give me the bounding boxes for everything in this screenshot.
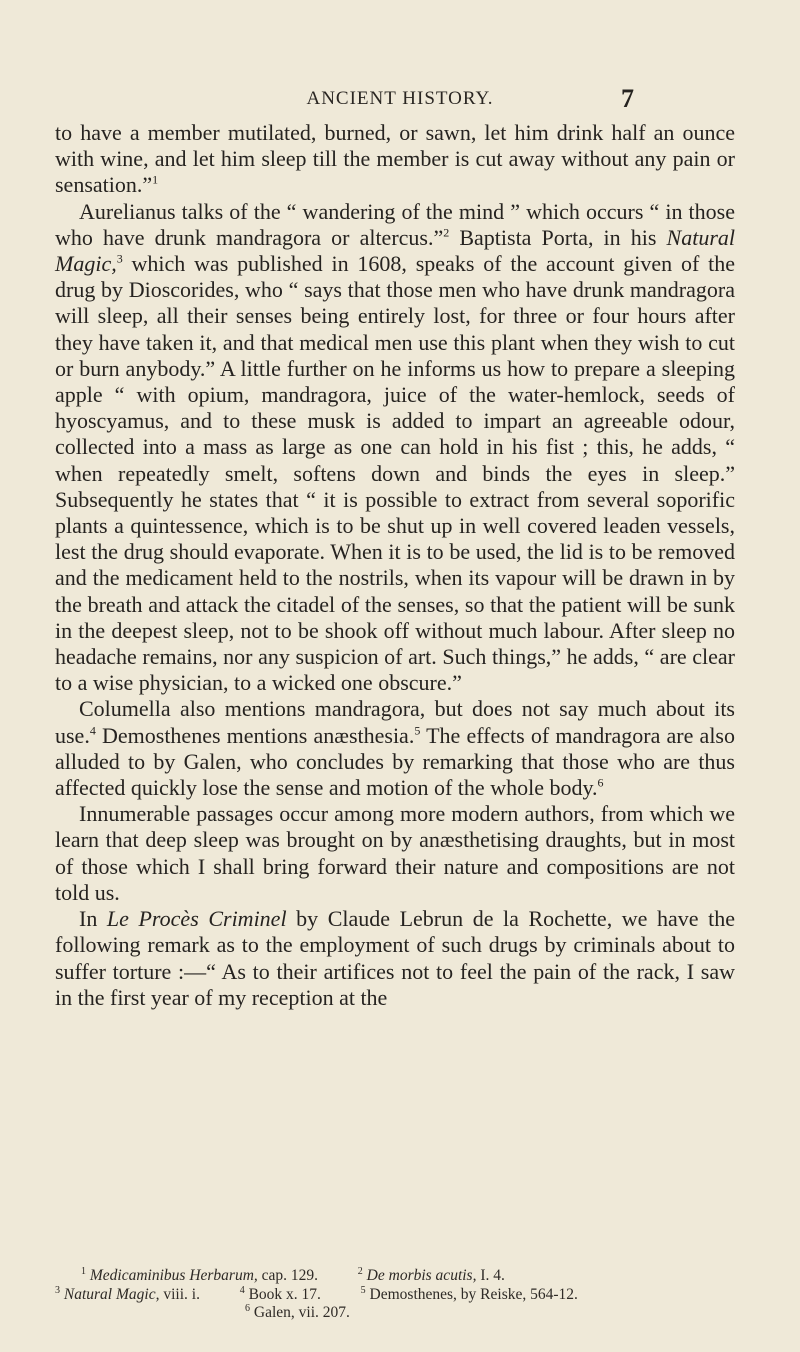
running-head: ANCIENT HISTORY.: [306, 88, 494, 109]
paragraph: [55, 801, 735, 906]
footnote-reference: 6: [597, 775, 604, 790]
footnote-ref: viii. i.: [159, 1285, 200, 1303]
footnote-ref: Galen, vii. 207.: [253, 1304, 350, 1321]
footnote-title: De morbis acutis,: [366, 1267, 477, 1284]
body-text: [55, 120, 735, 1011]
footnote-ref: cap. 129.: [257, 1267, 319, 1284]
text-run: to have a member mutilated, burned, or sawn, let him drink half an ounce with wine, and let him sleep till the member is cut away without any pain or sensation.”: [55, 120, 735, 198]
page-number: 7: [621, 84, 634, 113]
paragraph: [55, 696, 735, 801]
italic-title: Le Procès Criminel: [106, 906, 287, 932]
text-run: In: [79, 906, 107, 932]
italic-title: Natural Magic,: [55, 224, 735, 277]
footnote-title: Natural Magic,: [63, 1285, 160, 1303]
text-run: which was published in 1608, speaks of the account given of the drug by Dioscorides, who “ says that those men who have drunk mandragora will sleep, all their senses being entirely lost, for three or four hours after they have taken it, and that medical men use this plant when they wish to cut or burn anybody.” A little further on he informs us how to prepare a sleeping apple “ with opium, mandragora, juice of the water-hemlock, seeds of hyoscyamus, and to these musk is added to impart an agreeable odour, collected into a mass as large as one can hold in his fist ; this, he adds, “ when repeatedly smelt, softens down and binds the eyes in sleep.” Subsequently he states that “ it is possible to extract from several soporific plants a quintessence, which is to be shut up in well covered leaden vessels, lest the drug should evaporate. When it is to be used, the lid is to be removed and the medicament held to the nostrils, when its vapour will be drawn in by the breath and attack the citadel of the senses, so that the patient will be sunk in the deepest sleep, not to be shook off without much labour. After sleep no headache remains, nor any suspicion of art. Such things,” he adds, “ are clear to a wise physician, to a wicked one obscure.”: [55, 251, 735, 696]
paragraph: [55, 199, 735, 697]
text-run: by Claude Lebrun de la Rochette, we have the following remark as to the employment of such drugs by criminals about to suffer torture :—“ As to their artifices not to feel the pain of the rack, I saw in the first year of my reception at the: [55, 906, 735, 1010]
text-run: Columella also mentions mandragora, but does not say much about its use.: [55, 696, 735, 748]
text-run: Demosthenes mentions anæsthesia.: [95, 722, 415, 748]
paragraph: [55, 906, 735, 1011]
text-run: Innumerable passages occur among more modern authors, from which we learn that deep sleep was brought on by anæsthetising draughts, but in most of those which I shall bring forward their nature and compositions are not told us.: [55, 801, 735, 905]
footnote-reference: 4: [89, 723, 96, 738]
footnote-line-2: [55, 1286, 735, 1305]
footnote-reference: 5: [414, 723, 421, 738]
footnote-marker: 3: [55, 1284, 60, 1296]
footnote-line-1: [55, 1267, 735, 1286]
footnotes: [55, 1267, 735, 1323]
footnote-ref: Demosthenes, by Reiske, 564-12.: [369, 1285, 578, 1303]
paragraph: [55, 120, 735, 199]
footnote-marker: 1: [81, 1265, 86, 1277]
text-run: Aurelianus talks of the “ wandering of the mind ” which occurs “ in those who have drunk mandragora or altercus.”: [55, 198, 735, 250]
footnote-reference: 1: [152, 173, 159, 188]
footnote-reference: 2: [443, 225, 450, 240]
footnote-ref: Book x. 17.: [248, 1285, 321, 1303]
footnote-ref: I. 4.: [476, 1267, 505, 1284]
footnote-marker: 4: [239, 1284, 245, 1296]
footnote-marker: 6: [245, 1302, 250, 1314]
text-run: The effects of mandragora are also alluded to by Galen, who concludes by remarking that those who are thus affected quickly lose the sense and motion of the whole body.: [55, 722, 735, 801]
footnote-marker: 2: [357, 1265, 363, 1277]
footnote-reference: 3: [116, 251, 123, 266]
footnote-marker: 5: [360, 1284, 366, 1296]
page-header: [0, 84, 800, 118]
footnote-title: Medicaminibus Herbarum,: [89, 1267, 258, 1284]
text-run: Baptista Porta, in his: [449, 224, 667, 250]
footnote-line-3: [55, 1304, 735, 1323]
